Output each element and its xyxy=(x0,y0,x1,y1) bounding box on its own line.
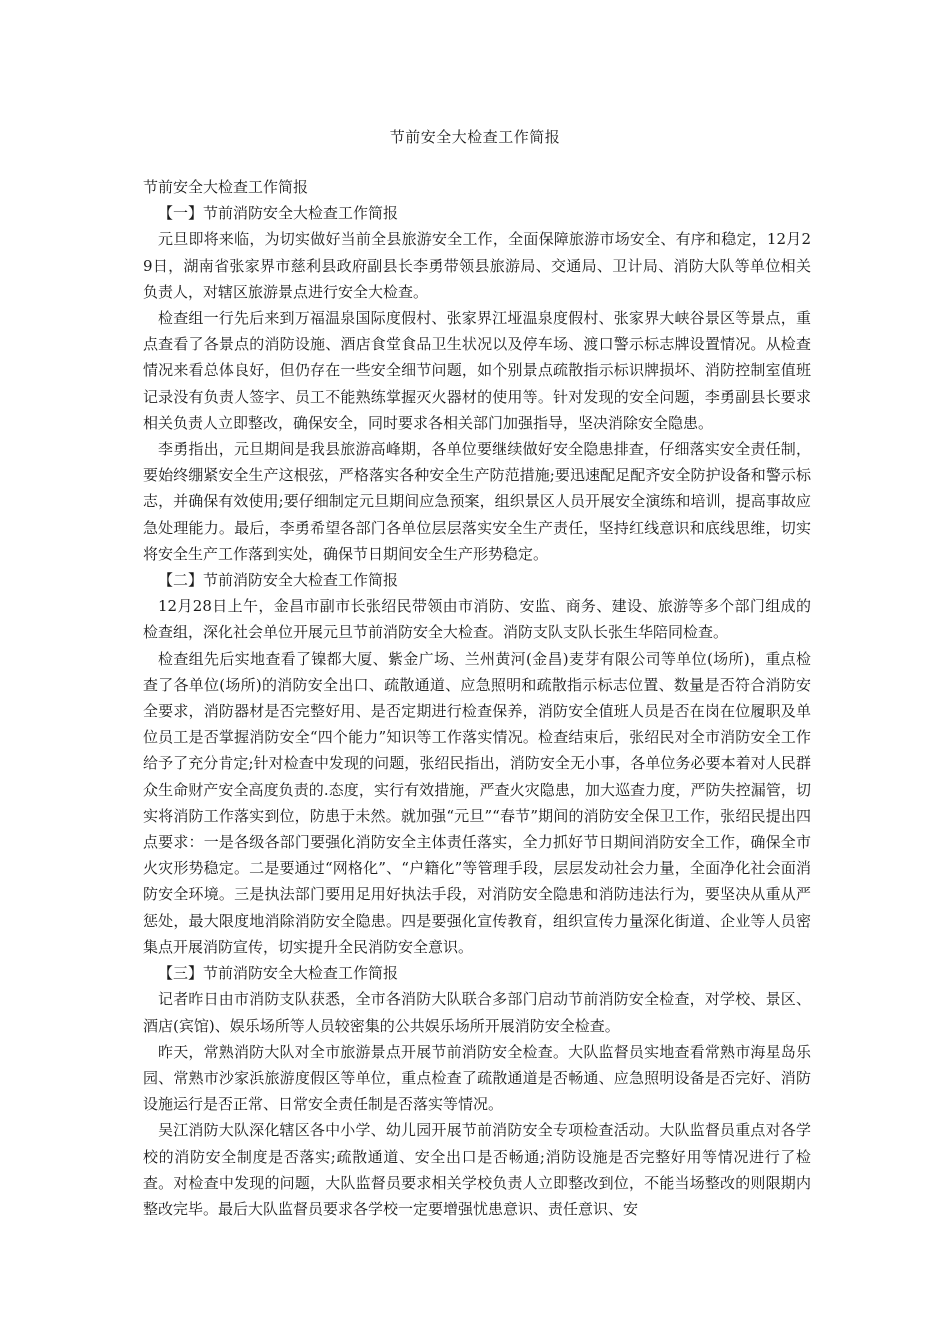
paragraph: 检查组一行先后来到万福温泉国际度假村、张家界江垭温泉度假村、张家界大峡谷景区等景点，重点查看了各景点的消防设施、酒店食堂食品卫生状况以及停车场、渡口警示标志牌设置情况。从检查情况来看总体良好，但仍存在一些安全细节问题，如个别景点疏散指示标识牌损坏、消防控制室值班记录没有负责人签字、员工不能熟练掌握灭火器材的使用等。针对发现的安全问题，李勇副县长要求相关负责人立即整改，确保安全，同时要求各相关部门加强指导，坚决消除安全隐患。 xyxy=(143,309,811,432)
paragraph: 检查组先后实地查看了镍都大厦、紫金广场、兰州黄河(金昌)麦芽有限公司等单位(场所)，重点检查了各单位(场所)的消防安全出口、疏散通道、应急照明和疏散指示标志位置、数量是否符合消防安全要求，消防器材是否完整好用、是否定期进行检查保养，消防安全值班人员是否在岗在位履职及单位员工是否掌握消防安全“四个能力”知识等工作落实情况。检查结束后，张绍民对全市消防安全工作给予了充分肯定;针对检查中发现的问题，张绍民指出，消防安全无小事，各单位务必要本着对人民群众生命财产安全高度负责的.态度，实行有效措施，严查火灾隐患，加大巡查力度，严防失控漏管，切实将消防工作落实到位，防患于未然。就加强“元旦”“春节”期间的消防安全保卫工作，张绍民提出四点要求：一是各级各部门要强化消防安全主体责任落实，全力抓好节日期间消防安全工作，确保全市火灾形势稳定。二是要通过“网格化”、“户籍化”等管理手段，层层发动社会力量，全面净化社会面消防安全环境。三是执法部门要用足用好执法手段，对消防安全隐患和消防违法行为，要坚决从重从严惩处，最大限度地消除消防安全隐患。四是要强化宣传教育，组织宣传力量深化街道、企业等人员密集点开展消防宣传，切实提升全民消防安全意识。 xyxy=(143,649,811,956)
paragraph: 元旦即将来临，为切实做好当前全县旅游安全工作，全面保障旅游市场安全、有序和稳定，12月29日，湖南省张家界市慈利县政府副县长李勇带领县旅游局、交通局、卫计局、消防大队等单位相关负责人，对辖区旅游景点进行安全大检查。 xyxy=(143,230,811,301)
paragraph: 记者昨日由市消防支队获悉，全市各消防大队联合多部门启动节前消防安全检查，对学校、景区、酒店(宾馆)、娱乐场所等人员较密集的公共娱乐场所开展消防安全检查。 xyxy=(143,990,811,1035)
document-subtitle: 节前安全大检查工作简报 xyxy=(143,178,309,196)
paragraph: 12月28日上午，金昌市副市长张绍民带领由市消防、安监、商务、建设、旅游等多个部门组成的检查组，深化社会单位开展元旦节前消防安全大检查。消防支队支队长张生华陪同检查。 xyxy=(143,597,811,642)
document-title: 节前安全大检查工作简报 xyxy=(389,128,561,146)
paragraph: 昨天，常熟消防大队对全市旅游景点开展节前消防安全检查。大队监督员实地查看常熟市海星岛乐园、常熟市沙家浜旅游度假区等单位，重点检查了疏散通道是否畅通、应急照明设备是否完好、消防设施运行是否正常、日常安全责任制是否落实等情况。 xyxy=(143,1042,811,1114)
section-heading-2: 【二】节前消防安全大检查工作简报 xyxy=(158,571,399,590)
section-heading-1: 【一】节前消防安全大检查工作简报 xyxy=(158,204,399,223)
paragraph: 李勇指出，元旦期间是我县旅游高峰期，各单位要继续做好安全隐患排查，仔细落实安全责任制，要始终绷紧安全生产这根弦，严格落实各种安全生产防范措施;要迅速配足配齐安全防护设备和警示标志，并确保有效使用;要仔细制定元旦期间应急预案，组织景区人员开展安全演练和培训，提高事故应急处理能力。最后，李勇希望各部门各单位层层落实安全生产责任，坚持红线意识和底线思维，切实将安全生产工作落到实处，确保节日期间安全生产形势稳定。 xyxy=(143,440,811,563)
section-heading-3: 【三】节前消防安全大检查工作简报 xyxy=(158,964,399,983)
document-body xyxy=(143,174,811,1222)
paragraph: 吴江消防大队深化辖区各中小学、幼儿园开展节前消防安全专项检查活动。大队监督员重点对各学校的消防安全制度是否落实;疏散通道、安全出口是否畅通;消防设施是否完整好用等情况进行了检查。对检查中发现的问题，大队监督员要求相关学校负责人立即整改到位，不能当场整改的则限期内整改完毕。最后大队监督员要求各学校一定要增强忧患意识、责任意识、安 xyxy=(143,1121,811,1218)
